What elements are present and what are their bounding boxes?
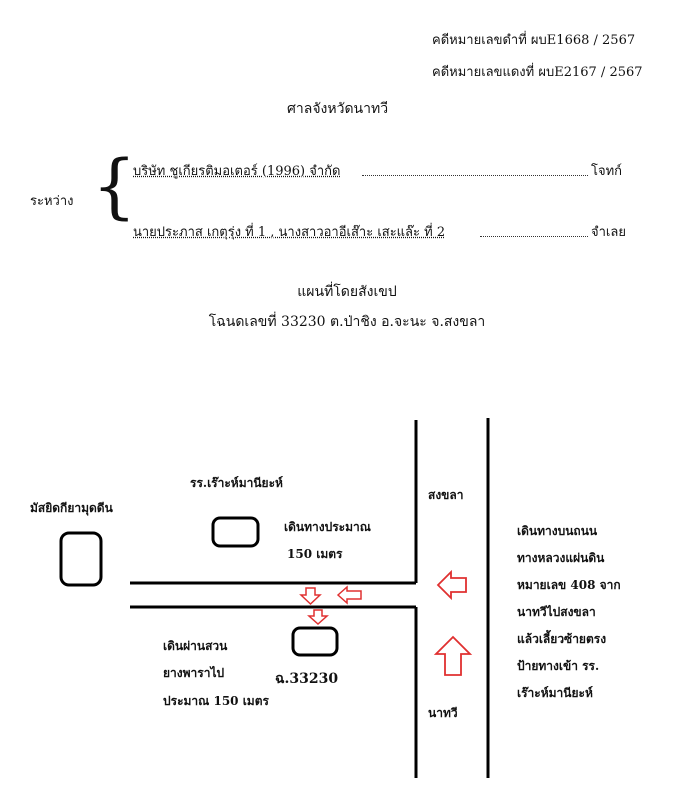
walk-garden-line2: ยางพาราไป xyxy=(163,666,225,680)
directions-line1: เดินทางบนถนน xyxy=(517,524,598,538)
walk-garden-line1: เดินผ่านสวน xyxy=(163,639,228,653)
arrow-down-plot-icon xyxy=(309,610,327,624)
arrow-down-small-icon xyxy=(301,588,320,604)
defendant-name: นายประภาส เกตุรุ่ง ที่ 1 , นางสาวอาอีเส๊าะ เสะแล๊ะ ที่ 2 xyxy=(133,225,446,240)
brace-icon: { xyxy=(92,145,137,227)
red-case-number: คดีหมายเลขแดงที่ ผบE2167 / 2567 xyxy=(432,65,643,80)
songkhla-label: สงขลา xyxy=(428,488,464,502)
court-name: ศาลจังหวัดนาทวี xyxy=(287,101,389,117)
arrow-left-small-icon xyxy=(338,587,361,603)
directions-line7: เร๊าะห์มานียะห์ xyxy=(517,686,593,700)
map-title: แผนที่โดยสังเขป xyxy=(297,284,397,300)
arrow-up-large-icon xyxy=(436,637,470,675)
black-case-number: คดีหมายเลขดำที่ ผบE1668 / 2567 xyxy=(432,33,636,48)
land-plot-icon xyxy=(293,628,337,655)
school-building-icon xyxy=(213,518,258,546)
directions-line4: นาทวีไปสงขลา xyxy=(517,605,596,619)
nathawi-label: นาทวี xyxy=(428,706,458,720)
walk-road-line2: 150 เมตร xyxy=(287,547,343,561)
defendant-role: จำเลย xyxy=(591,225,626,240)
walk-garden-line3: ประมาณ 150 เมตร xyxy=(163,694,269,708)
school-label: รร.เร๊าะห์มานียะห์ xyxy=(190,476,283,490)
plaintiff-role: โจทก์ xyxy=(591,164,623,179)
arrow-left-large-icon xyxy=(438,572,466,598)
directions-line5: แล้วเลี้ยวซ้ายตรง xyxy=(517,632,607,646)
map-subtitle: โฉนดเลขที่ 33230 ต.ป่าชิง อ.จะนะ จ.สงขลา xyxy=(208,314,486,330)
directions-line6: ป้ายทางเข้า รร. xyxy=(517,659,600,673)
walk-road-line1: เดินทางประมาณ xyxy=(284,520,371,534)
mosque-label: มัสยิดกียามุดดีน xyxy=(30,501,113,515)
plaintiff-name: บริษัท ชูเกียรติมอเตอร์ (1996) จำกัด xyxy=(133,164,341,179)
deed-number-label: ฉ.33230 xyxy=(275,671,339,687)
directions-line3: หมายเลข 408 จาก xyxy=(517,578,621,592)
mosque-building-icon xyxy=(61,533,101,585)
between-label: ระหว่าง xyxy=(30,194,74,209)
directions-line2: ทางหลวงแผ่นดิน xyxy=(517,551,605,565)
